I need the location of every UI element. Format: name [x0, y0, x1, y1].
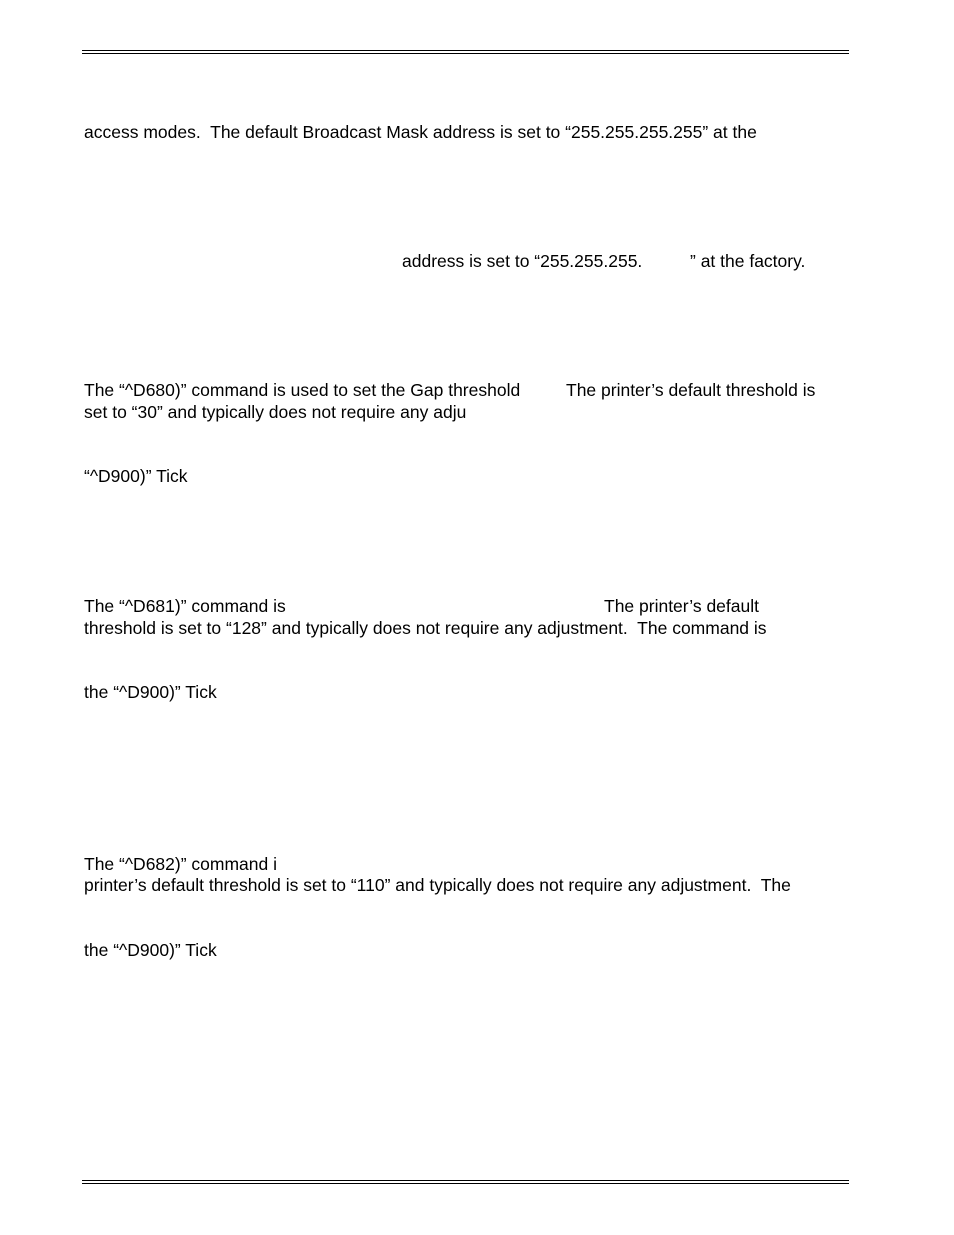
text-line-address-default: address is set to “255.255.255.	[402, 251, 643, 271]
header-rule	[82, 50, 849, 54]
text-line-d900-tick-3: the “^D900)” Tick	[84, 940, 217, 960]
text-line-d680-default: The printer’s default threshold is	[566, 380, 816, 400]
text-line-address-factory: ” at the factory.	[690, 251, 806, 271]
text-line-d682-command: The “^D682)” command i	[84, 854, 277, 874]
text-line-d900-tick-1: “^D900)” Tick	[84, 466, 188, 486]
footer-rule	[82, 1180, 849, 1184]
text-line-broadcast-mask: access modes. The default Broadcast Mask address is set to “255.255.255.255” at the	[84, 122, 757, 142]
text-line-d900-tick-2: the “^D900)” Tick	[84, 682, 217, 702]
text-line-d680-command: The “^D680)” command is used to set the Gap threshold	[84, 380, 521, 400]
text-line-d681-threshold: threshold is set to “128” and typically does not require any adjustment. The command is	[84, 618, 767, 638]
text-line-d682-threshold: printer’s default threshold is set to “110” and typically does not require any adjustment. The	[84, 875, 791, 895]
text-line-d681-command: The “^D681)” command is	[84, 596, 286, 616]
text-line-d681-default: The printer’s default	[604, 596, 759, 616]
text-line-d680-threshold: set to “30” and typically does not require any adju	[84, 402, 467, 422]
